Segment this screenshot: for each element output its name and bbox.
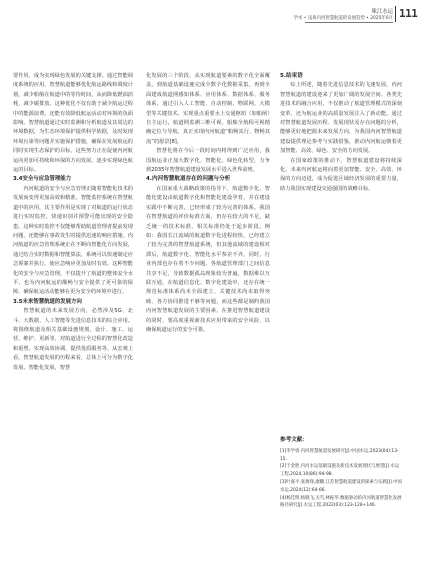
header-divider bbox=[395, 6, 396, 22]
paragraph: 在国家重大战略政策的指导下，航道数字化、智能化建设由航道数字化和智能化建设孕育，并在建设实践中不断完善，已经形成了较为完善的体系。我国在智慧航道的评价标准方面，仍存在较大的不足，缺乏统一的技术标准，相关标准仍处于起步阶段。例如：我国长江流域的航道数字化进程较快，已经建立了较为完善的智慧航道系统，但其他流域的建设相对滞后，航道数字化、智能化水平参差不齐。同时，行业内部也存在着不少问题，各航道管理部门之间信息共享不足，导致数据孤岛现象较为普遍，数据难以互联互通，在航道信息化、数字化建设中，还存在统一规范标准体系尚未全面建立、关键技术尚未取得突破、各方协同推进不够等问题，而这些都是制约我国内河智慧航道发展的主要因素。在推进智慧航道建设的同时，要高度重视新技术应用带来的安全风险，以确保航道运行的安全可靠。 bbox=[146, 185, 270, 333]
section-heading: 4.内河智慧航道存在的问题与分析 bbox=[146, 176, 231, 183]
section-heading: 5.结束语 bbox=[280, 73, 303, 79]
paragraph: 化发展的三个阶段。从实现航道要素的数字化全面覆盖，到航道基础设施完成全数字化数据采集，再到全面建成航道网感知体系、应用体系、数据体系、服务体系，通过引入人工智能、自动控制、物联网、大模型等关键技术，实现重点重要水上交通枢纽（如船闸）自主运行，航道网监测三维可视、船舶全航程可视精确定位与导航，真正实现内河航道“船畅其行、物畅其流”的愿景[8]。 bbox=[146, 73, 270, 145]
section-heading: 3.4安全与应急管理能力 bbox=[13, 176, 72, 183]
paragraph: 在国家政策的推动下，智慧航道建设将持续深化，未来内河航运将向着更加智能、安全、高效、环保的方向迈进，成为促进区域经济发展的重要力量，助力我国实现建设交通强国的战略目标。 bbox=[280, 157, 402, 192]
left-column bbox=[13, 72, 133, 373]
paragraph: 智慧航道的未来发展方向，必然涉及5G、北斗、大数据、人工智能等先进信息技术的综合应用。将围绕航道及相关基础设施规划、设计、施工、运营、维护、更新等，对航道进行全过程的智慧化改造和重塑，实现高效协调、提供优质服务等。从宏观上看，智慧航道发展的历程来看，总体上可分为数字化发展、智能化发展、智慧 bbox=[13, 308, 133, 371]
running-header: 学术 • 浅谈内河智慧航道的发展趋势 • 2025年6月 bbox=[293, 16, 393, 21]
reference-item: [2]于金胜.内河水运基础设施及新技术发展现状与展望[J].水运工程,2024,10(86):94-98. bbox=[280, 464, 400, 478]
page-number: 111 bbox=[399, 7, 418, 20]
references bbox=[280, 437, 402, 510]
paragraph: 智慧化将在今后一段时间内将得到广泛应用，我国航运业正加大数字化、智能化、绿色化转型，力争到2035年智慧航道建设发展水平进入世界前列。 bbox=[146, 148, 270, 174]
reference-item: [4]杨佳明,杨晓飞,关雪,林振华.数据驱动的内河航道智慧化发展路径研究[J].水运工程,2022(03):123-128+146. bbox=[280, 495, 402, 509]
middle-column bbox=[146, 72, 270, 335]
right-column bbox=[280, 72, 402, 194]
paragraph: 内河航道的安全与应急管理正随着智能化技术的发展而变得更加高效和精准。智能监控系统在智慧航道中的应用，其主要作用是实现了对航道的运行状态进行实时监控，快速识别并预警可能出现的安全隐患。这种实时监控不仅能够帮助航道管理者提前发现问题，还能够在事故发生时提供迅速的响应措施。内河航道的应急管理系统正在不断向智能化方向发展，通过结合实时数据和智能算法，系统可以快速制定应急预案并执行，使应急响应更加及时有效。这种智能化的安全与应急管理，不仅提升了航道的整体安全水平，也为内河航运的顺畅与安全提供了更可靠的保障，确保航运活动能够在更为安全的环境中进行。 bbox=[13, 185, 133, 296]
paragraph: 综上所述，随着先进信息技术的飞速发展，内河智慧航道的建设迎来了更加广阔的发展空间。各类先进技术的融合应用，不仅推动了航道管理模式的深刻变革，还为航运业的高质量发展注入了新动能。通过对智慧航道发展历程、发展现状及存在问题的分析，能够更好地把握未来发展方向，为我国内河智慧航道建设提供理论参考与实践借鉴，推动内河航运朝着更加智能、高效、绿色、安全的方向发展。 bbox=[280, 82, 402, 155]
reference-item: [3]叶嘉平,张俊锋,廖鹏.江苏智慧航道建设的探索与实践[J].中国水运,2024(12):64-66. bbox=[280, 479, 402, 493]
journal-name: 珠江水运 bbox=[371, 9, 393, 15]
reference-item: [1]李学勇.内河智慧航道发展研究[J].中国水运,2023(04):13-15. bbox=[280, 448, 399, 462]
paragraph: 要作用，成为实现绿色发展的关键支撑。通过智能调度系统的应用，智慧航道能够优化航运路线和调度计划，减少船舶在航道中的等待时间，从而降低燃油消耗，减少碳排放。这种优化不仅有助于减少航运过程中的能源浪费，还能有效降低航运活动对环境的负面影响。智慧航道通过实时监测和分析航道及其周边的环境数据，为生态环境保护提供科学依据，及时发现环境污染等问题并实施保护措施，确保在发展航运的同时实现生态保护的目标，这些努力正在促使内河航运向更加可持续和环保的方向发展，逐步实现绿色航运的目标。 bbox=[13, 73, 133, 174]
header-rule bbox=[305, 22, 393, 23]
section-heading: 3.5未来智慧航道的发展方向 bbox=[13, 298, 82, 305]
references-title: 参考文献： bbox=[280, 437, 308, 443]
